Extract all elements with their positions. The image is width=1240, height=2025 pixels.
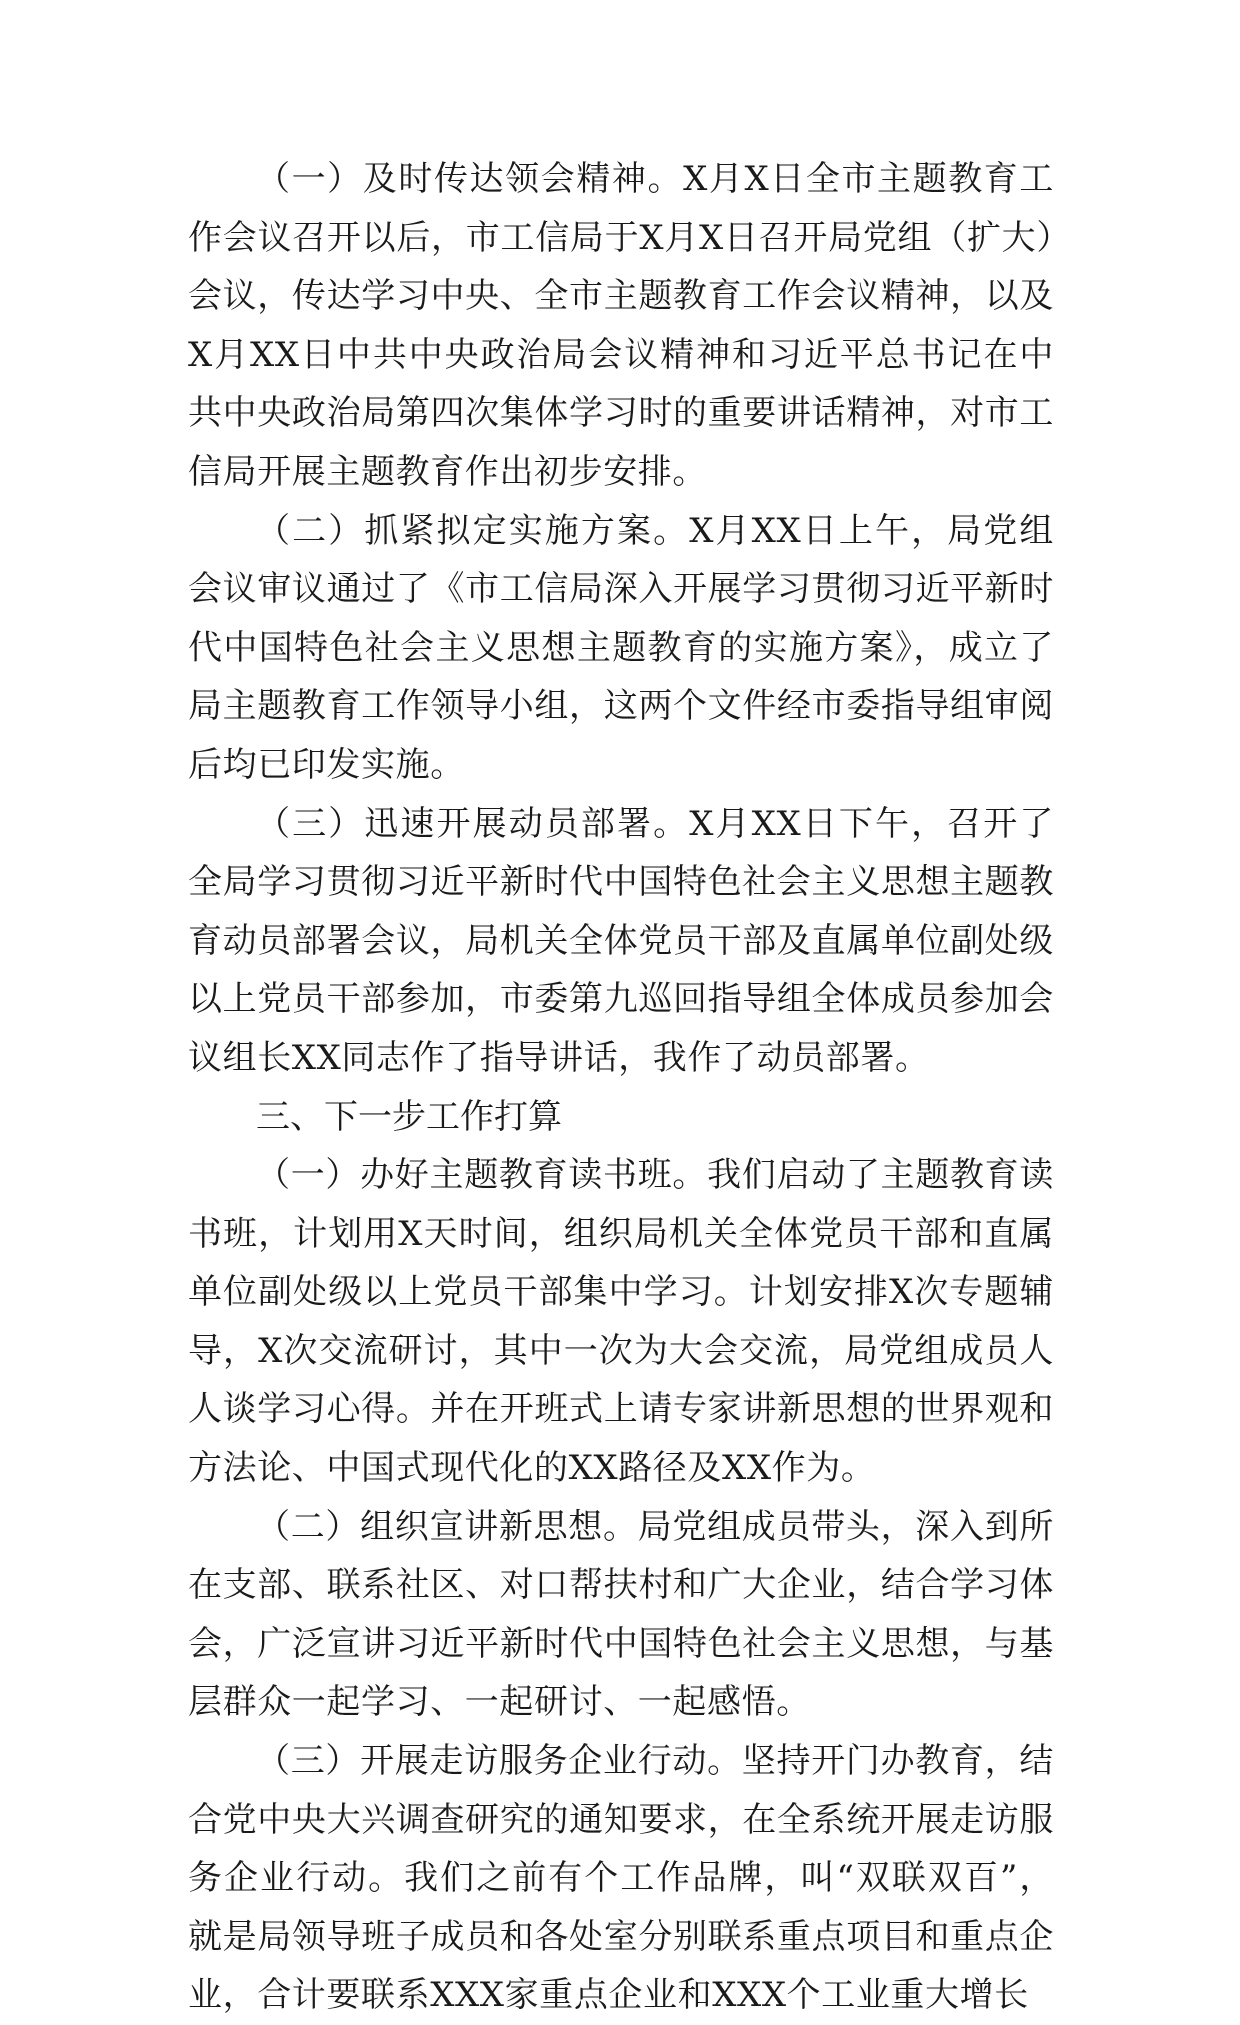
paragraph-2: （二）抓紧拟定实施方案。X月XX日上午，局党组会议审议通过了《市工信局深入开展学习贯彻习近平新时代中国特色社会主义思想主题教育的实施方案》，成立了局主题教育工作领导小组，这两个文件经市委指导组审阅后均已印发实施。 bbox=[188, 510, 1054, 785]
document-page bbox=[188, 150, 1054, 2025]
paragraph-4: （一）办好主题教育读书班。我们启动了主题教育读书班，计划用X天时间，组织局机关全体党员干部和直属单位副处级以上党员干部集中学习。计划安排X次专题辅导，X次交流研讨，其中一次为大会交流，局党组成员人人谈学习心得。并在开班式上请专家讲新思想的世界观和方法论、中国式现代化的XX路径及XX作为。 bbox=[188, 1155, 1054, 1489]
paragraph-5: （二）组织宣讲新思想。局党组成员带头，深入到所在支部、联系社区、对口帮扶村和广大企业，结合学习体会，广泛宣讲习近平新时代中国特色社会主义思想，与基层群众一起学习、一起研讨、一起感悟。 bbox=[188, 1506, 1054, 1723]
section-heading: 三、下一步工作打算 bbox=[256, 1096, 562, 1137]
paragraph-3: （三）迅速开展动员部署。X月XX日下午，召开了全局学习贯彻习近平新时代中国特色社会主义思想主题教育动员部署会议，局机关全体党员干部及直属单位副处级以上党员干部参加，市委第九巡回指导组全体成员参加会议组长XX同志作了指导讲话，我作了动员部署。 bbox=[188, 803, 1054, 1078]
paragraph-6: （三）开展走访服务企业行动。坚持开门办教育，结合党中央大兴调查研究的通知要求，在全系统开展走访服务企业行动。我们之前有个工作品牌，叫“双联双百”，就是局领导班子成员和各处室分别联系重点项目和重点企业，合计要联系XXX家重点企业和XXX个工业重大增长 bbox=[188, 1741, 1054, 2016]
paragraph-1: （一）及时传达领会精神。X月X日全市主题教育工作会议召开以后，市工信局于X月X日召开局党组（扩大）会议，传达学习中央、全市主题教育工作会议精神，以及X月XX日中共中央政治局会议精神和习近平总书记在中共中央政治局第四次集体学习时的重要讲话精神，对市工信局开展主题教育作出初步安排。 bbox=[188, 159, 1054, 492]
